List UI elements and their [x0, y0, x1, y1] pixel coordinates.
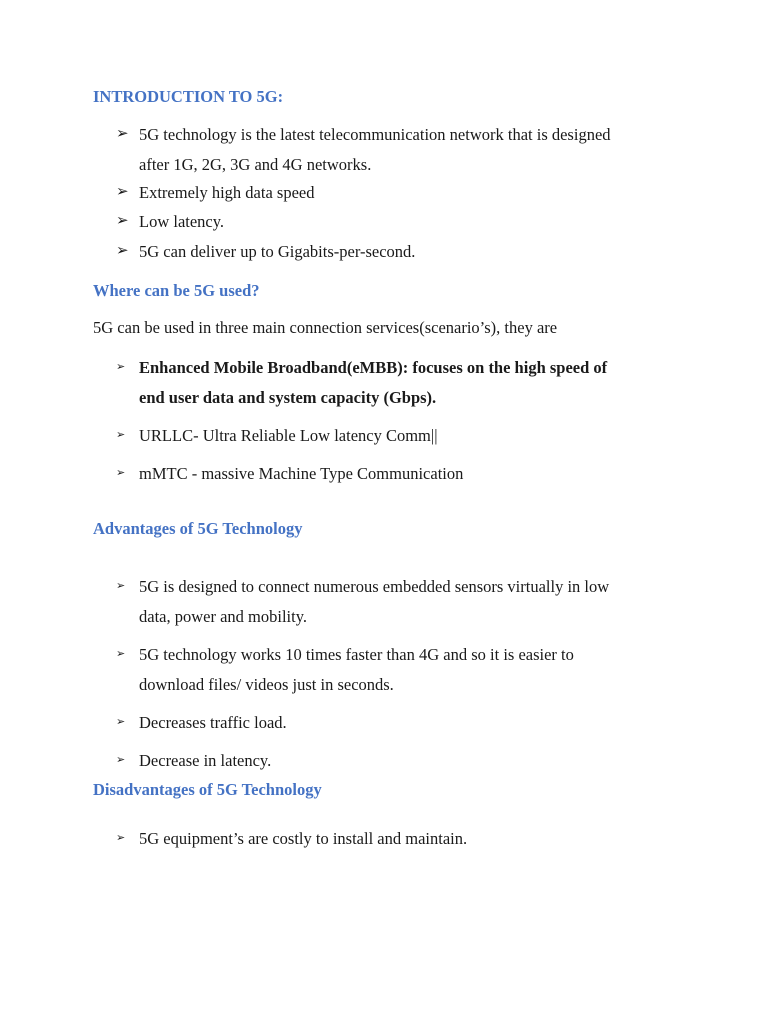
arrow-bullet-icon: ➢ — [116, 648, 126, 660]
usage-paragraph: 5G can be used in three main connection services(scenario’s), they are — [93, 318, 558, 337]
list-item-text: 5G equipment’s are costly to install and maintain. — [139, 829, 468, 848]
list-item — [116, 178, 676, 208]
arrow-bullet-icon: ➢ — [116, 580, 126, 592]
advantages-heading: Advantages of 5G Technology — [93, 519, 303, 538]
list-item-text: Low latency. — [139, 212, 225, 231]
list-item-text: data, power and mobility. — [139, 606, 308, 626]
list-item-text: mMTC - massive Machine Type Communication — [139, 464, 464, 483]
list-item-text: 5G technology is the latest telecommunication network that is designed — [139, 125, 611, 144]
arrow-bullet-icon: ➢ — [116, 429, 126, 441]
disadvantages-heading: Disadvantages of 5G Technology — [93, 780, 322, 799]
arrow-bullet-icon: ➢ — [116, 467, 126, 479]
arrow-bullet-icon: ➢ — [116, 126, 129, 142]
list-item-text: end user data and system capacity (Gbps). — [139, 387, 437, 407]
arrow-bullet-icon: ➢ — [116, 832, 126, 844]
list-item-text: 5G technology works 10 times faster than 4G and so it is easier to — [139, 645, 574, 664]
list-item-text: URLLC- Ultra Reliable Low latency Comm|| — [139, 426, 438, 445]
list-item-text: Decreases traffic load. — [139, 713, 287, 732]
arrow-bullet-icon: ➢ — [116, 716, 126, 728]
intro-heading: INTRODUCTION TO 5G: — [93, 87, 284, 106]
list-item — [116, 708, 676, 738]
list-item — [116, 746, 676, 776]
usage-heading: Where can be 5G used? — [93, 281, 260, 300]
list-item — [116, 640, 676, 699]
list-item-text: Extremely high data speed — [139, 183, 315, 202]
list-item-text: after 1G, 2G, 3G and 4G networks. — [139, 154, 372, 174]
arrow-bullet-icon: ➢ — [116, 243, 129, 259]
list-item-text: 5G is designed to connect numerous embedded sensors virtually in low — [139, 577, 610, 596]
arrow-bullet-icon: ➢ — [116, 754, 126, 766]
arrow-bullet-icon: ➢ — [116, 361, 126, 373]
list-item — [116, 421, 676, 451]
list-item — [116, 572, 676, 631]
list-item-text: Decrease in latency. — [139, 751, 272, 770]
list-item-text: 5G can deliver up to Gigabits-per-second. — [139, 242, 416, 261]
list-item — [116, 207, 676, 237]
list-item — [116, 824, 676, 854]
list-item — [116, 353, 676, 412]
list-item-text: Enhanced Mobile Broadband(eMBB): focuses on the high speed of — [139, 358, 608, 377]
list-item — [116, 120, 676, 179]
list-item — [116, 459, 676, 489]
arrow-bullet-icon: ➢ — [116, 184, 129, 200]
list-item — [116, 237, 676, 267]
list-item-text: download files/ videos just in seconds. — [139, 674, 394, 694]
arrow-bullet-icon: ➢ — [116, 213, 129, 229]
